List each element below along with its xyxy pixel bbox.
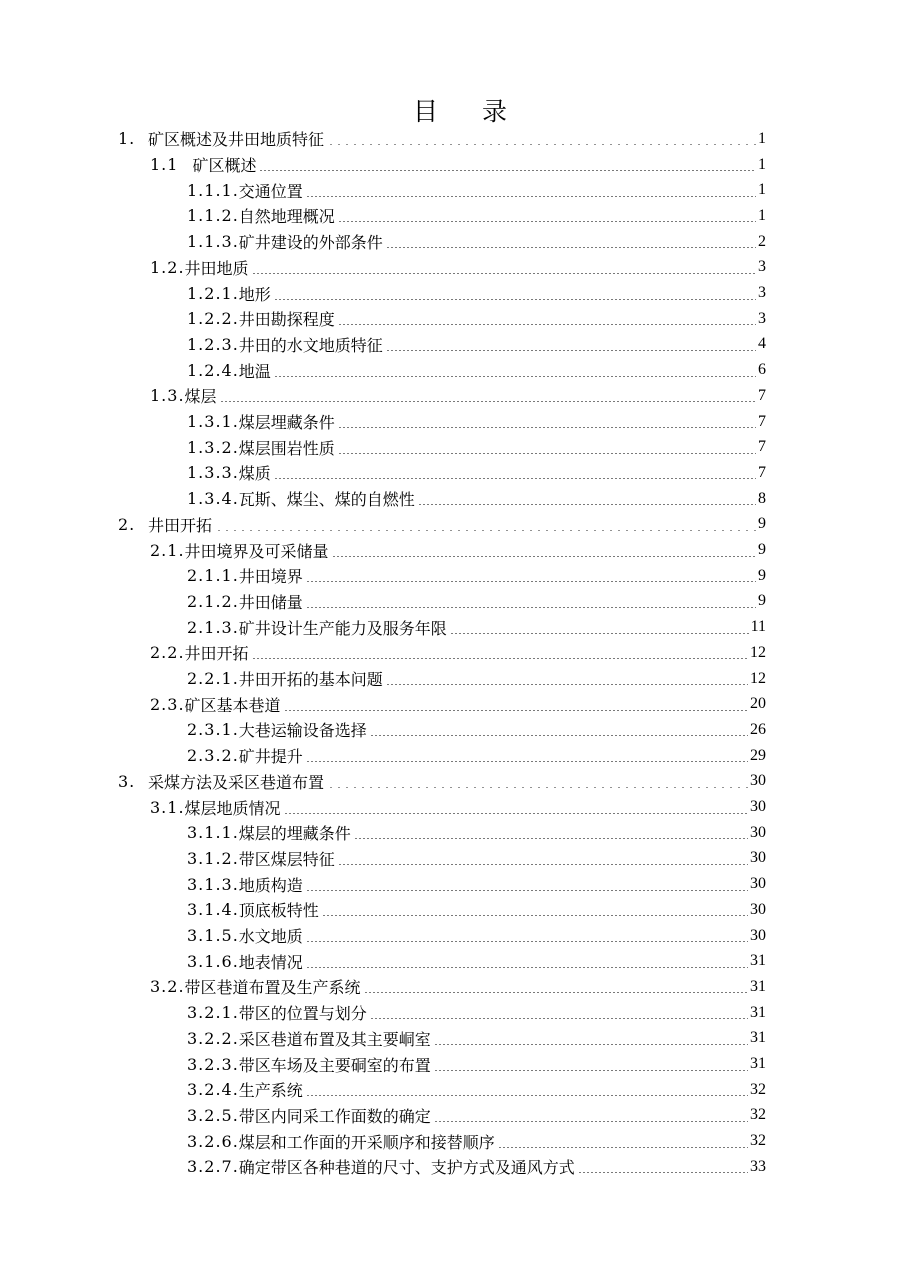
toc-entry-page: 26 (750, 720, 766, 738)
toc-entry-number: 1.3.2. (187, 437, 239, 457)
toc-entry-page: 30 (750, 823, 766, 841)
dot-leader (386, 350, 756, 351)
dot-leader (338, 427, 756, 428)
toc-entry[interactable] (187, 280, 766, 306)
toc-entry-number: 2.2.1. (187, 669, 239, 689)
toc-entry[interactable] (187, 1000, 766, 1026)
toc-entry-title: 煤层围岩性质 (238, 438, 335, 458)
toc-entry-title: 矿区基本巷道 (184, 695, 281, 715)
toc-entry-page: 9 (758, 541, 766, 559)
toc-entry-title: 带区的位置与划分 (238, 1004, 367, 1024)
toc-entry-number: 3.2. (150, 977, 185, 997)
toc-entry-title: 矿井建设的外部条件 (238, 233, 383, 253)
toc-entry-page: 30 (750, 849, 766, 867)
toc-entry-title: 地质构造 (238, 875, 303, 895)
toc-entry-number: 1.1.3. (187, 232, 239, 252)
toc-entry-number: 1.1.1. (187, 180, 239, 200)
dot-leader (322, 915, 748, 916)
dot-leader (418, 504, 756, 505)
dot-leader (306, 967, 748, 968)
toc-entry-title: 生产系统 (238, 1081, 303, 1101)
toc-entry-number: 1.1 (150, 155, 179, 175)
toc-entry-number: 1.1.2. (187, 206, 239, 226)
toc-entry[interactable] (187, 357, 766, 383)
toc-entry-page: 30 (750, 772, 766, 790)
toc-entry[interactable] (187, 948, 766, 974)
toc-entry-page: 32 (750, 1132, 766, 1150)
toc-entry-page: 8 (758, 489, 766, 507)
toc-entry-number: 1.2. (150, 257, 185, 277)
toc-entry-number: 1.2.1. (187, 283, 239, 303)
dot-leader (370, 1018, 748, 1019)
toc-entry-page: 20 (750, 695, 766, 713)
dot-leader (386, 684, 748, 685)
toc-entry-page: 11 (750, 618, 766, 636)
toc-entry[interactable] (187, 460, 766, 486)
toc-entry-title: 带区巷道布置及生产系统 (184, 978, 361, 998)
toc-entry-number: 2.1.2. (187, 591, 239, 611)
dot-leader (284, 710, 748, 711)
dot-leader (578, 1172, 748, 1173)
toc-entry[interactable] (187, 743, 766, 769)
dot-leader (338, 324, 756, 325)
toc-entry-page: 12 (750, 669, 766, 687)
toc-entry[interactable] (187, 177, 766, 203)
dot-leader (386, 247, 756, 248)
toc-entry[interactable] (187, 332, 766, 358)
toc-entry-title: 大巷运输设备选择 (238, 721, 367, 741)
toc-entry-title: 矿区概述及井田地质特征 (148, 130, 325, 150)
toc-entry-number: 1.2.3. (187, 334, 239, 354)
toc-entry[interactable] (187, 486, 766, 512)
dot-leader (306, 581, 756, 582)
dot-leader (354, 838, 748, 839)
toc-entry-number: 3.1.2. (187, 848, 239, 868)
toc-entry-title: 瓦斯、煤尘、煤的自燃性 (238, 490, 415, 510)
dot-leader (215, 530, 756, 531)
toc-entry-page: 30 (750, 875, 766, 893)
toc-entry[interactable] (150, 691, 766, 717)
dot-leader (306, 941, 748, 942)
toc-entry-title: 煤层和工作面的开采顺序和接替顺序 (238, 1132, 495, 1152)
toc-entry-title: 井田勘探程度 (238, 310, 335, 330)
toc-entry[interactable] (187, 666, 766, 692)
toc-entry-page: 1 (758, 181, 766, 199)
toc-entry-number: 3.2.7. (187, 1157, 239, 1177)
toc-entry-number: 3.1.5. (187, 926, 239, 946)
toc-entry[interactable] (118, 126, 766, 152)
toc-entry-title: 矿区概述 (192, 156, 257, 176)
toc-entry-page: 31 (750, 1003, 766, 1021)
toc-entry-number: 3.2.5. (187, 1105, 239, 1125)
toc-entry-page: 12 (750, 643, 766, 661)
toc-entry-number: 1. (118, 129, 136, 149)
toc-entry-number: 1.2.4. (187, 360, 239, 380)
toc-entry-number: 2.3. (150, 694, 185, 714)
toc-entry[interactable] (118, 512, 766, 538)
toc-entry-title: 确定带区各种巷道的尺寸、支护方式及通风方式 (238, 1158, 575, 1178)
toc-entry-page: 4 (758, 335, 766, 353)
toc-entry-number: 1.2.2. (187, 309, 239, 329)
toc-entry-title: 自然地理概况 (238, 207, 335, 227)
toc-entry-page: 3 (758, 258, 766, 276)
toc-entry[interactable] (150, 640, 766, 666)
toc-entry-page: 29 (750, 746, 766, 764)
toc-entry-page: 9 (758, 566, 766, 584)
dot-leader (370, 735, 748, 736)
toc-entry-number: 3. (118, 771, 136, 791)
toc-entry-title: 水文地质 (238, 927, 303, 947)
toc-entry-page: 9 (758, 515, 766, 533)
dot-leader (274, 478, 756, 479)
dot-leader (338, 864, 748, 865)
toc-entry-title: 井田开拓 (184, 644, 249, 664)
toc-entry-title: 交通位置 (238, 181, 303, 201)
toc-entry-title: 井田境界及可采储量 (184, 541, 329, 561)
toc-entry-page: 7 (758, 386, 766, 404)
toc-entry-page: 31 (750, 977, 766, 995)
toc-entry-number: 1.3. (150, 386, 185, 406)
dot-leader (220, 401, 756, 402)
toc-entry[interactable] (187, 203, 766, 229)
toc-entry[interactable] (187, 897, 766, 923)
dot-leader (252, 273, 756, 274)
dot-leader (284, 813, 748, 814)
toc-entry[interactable] (187, 306, 766, 332)
toc-entry-page: 31 (750, 1029, 766, 1047)
toc-entry[interactable] (187, 1154, 766, 1180)
toc-entry-title: 井田的水文地质特征 (238, 335, 383, 355)
toc-entry-page: 1 (758, 155, 766, 173)
toc-entry-title: 地形 (238, 284, 271, 304)
toc-entry-page: 31 (750, 1055, 766, 1073)
dot-leader (274, 376, 756, 377)
toc-entry[interactable] (187, 1026, 766, 1052)
toc-entry-title: 采区巷道布置及其主要峒室 (238, 1029, 431, 1049)
toc-entry[interactable] (150, 383, 766, 409)
toc-entry-title: 地表情况 (238, 952, 303, 972)
dot-leader (332, 556, 756, 557)
toc-entry-page: 7 (758, 463, 766, 481)
toc-entry-number: 2.2. (150, 643, 185, 663)
toc-entry-page: 6 (758, 361, 766, 379)
toc-entry-page: 3 (758, 284, 766, 302)
toc-entry-title: 带区内同采工作面数的确定 (238, 1106, 431, 1126)
toc-entry-title: 井田开拓的基本问题 (238, 670, 383, 690)
toc-entry-number: 2.3.1. (187, 720, 239, 740)
dot-leader (434, 1070, 748, 1071)
dot-leader (434, 1121, 748, 1122)
toc-entry-page: 1 (758, 206, 766, 224)
dot-leader (259, 170, 756, 171)
toc-entry-page: 31 (750, 952, 766, 970)
dot-leader (252, 658, 748, 659)
toc-entry[interactable] (187, 1051, 766, 1077)
toc-entry-number: 1.3.1. (187, 412, 239, 432)
toc-entry-title: 煤层 (184, 387, 217, 407)
toc-entry[interactable] (187, 563, 766, 589)
toc-entry[interactable] (187, 1128, 766, 1154)
toc-entry-page: 30 (750, 926, 766, 944)
dot-leader (450, 633, 749, 634)
toc-entry-page: 7 (758, 412, 766, 430)
toc-entry-page: 9 (758, 592, 766, 610)
toc-entry[interactable] (150, 794, 766, 820)
dot-leader (306, 761, 748, 762)
page-title: 目录 (412, 97, 551, 126)
toc-entry[interactable] (150, 152, 766, 178)
toc-entry-title: 煤层地质情况 (184, 798, 281, 818)
toc-entry-page: 2 (758, 232, 766, 250)
toc-entry[interactable] (118, 769, 766, 795)
toc-entry[interactable] (150, 974, 766, 1000)
toc-entry-page: 32 (750, 1080, 766, 1098)
toc-entry-title: 井田境界 (238, 567, 303, 587)
dot-leader (306, 607, 756, 608)
toc-entry-number: 3.1. (150, 797, 185, 817)
dot-leader (306, 890, 748, 891)
toc-entry[interactable] (187, 1077, 766, 1103)
toc-entry-number: 2.3.2. (187, 746, 239, 766)
toc-entry-page: 3 (758, 309, 766, 327)
toc-entry-page: 33 (750, 1157, 766, 1175)
toc-entry[interactable] (187, 614, 766, 640)
dot-leader (434, 1044, 748, 1045)
toc-entry-title: 煤质 (238, 464, 271, 484)
dot-leader (327, 787, 748, 788)
toc-entry-page: 32 (750, 1106, 766, 1124)
toc-entry[interactable] (187, 923, 766, 949)
toc-entry-title: 顶底板特性 (238, 901, 319, 921)
toc-entry-number: 1.3.3. (187, 463, 239, 483)
toc-entry-number: 3.2.1. (187, 1003, 239, 1023)
toc-entry-number: 3.1.6. (187, 951, 239, 971)
toc-entry-page: 1 (758, 129, 766, 147)
toc-entry-number: 2. (118, 514, 136, 534)
dot-leader (274, 299, 756, 300)
toc-entry[interactable] (187, 589, 766, 615)
toc-entry-page: 30 (750, 798, 766, 816)
dot-leader (498, 1147, 748, 1148)
toc-entry-title: 煤层埋藏条件 (238, 413, 335, 433)
toc-entry[interactable] (187, 846, 766, 872)
toc-entry-number: 3.1.3. (187, 874, 239, 894)
toc-entry-title: 煤层的埋藏条件 (238, 824, 351, 844)
toc-entry-page: 7 (758, 438, 766, 456)
dot-leader (306, 196, 756, 197)
dot-leader (338, 221, 756, 222)
toc-entry-title: 采煤方法及采区巷道布置 (148, 772, 325, 792)
toc-entry-number: 3.1.1. (187, 823, 239, 843)
toc-entry[interactable] (187, 820, 766, 846)
toc-entry-title: 矿井提升 (238, 747, 303, 767)
toc-entry-number: 2.1. (150, 540, 185, 560)
toc-entry-number: 3.2.2. (187, 1028, 239, 1048)
toc-entry-title: 带区车场及主要硐室的布置 (238, 1055, 431, 1075)
toc-entry[interactable] (187, 229, 766, 255)
toc-entry-title: 带区煤层特征 (238, 849, 335, 869)
toc-entry-title: 地温 (238, 361, 271, 381)
toc-entry-number: 2.1.1. (187, 566, 239, 586)
toc-entry[interactable] (187, 1103, 766, 1129)
dot-leader (364, 992, 748, 993)
toc-entry-page: 30 (750, 900, 766, 918)
dot-leader (338, 453, 756, 454)
toc-entry-title: 井田储量 (238, 592, 303, 612)
toc-entry-title: 矿井设计生产能力及服务年限 (238, 618, 447, 638)
toc-entry-number: 3.2.6. (187, 1131, 239, 1151)
toc-entry-title: 井田地质 (184, 258, 249, 278)
toc-entry[interactable] (187, 409, 766, 435)
toc-entry-number: 3.2.3. (187, 1054, 239, 1074)
dot-leader (327, 144, 756, 145)
toc-entry[interactable] (150, 537, 766, 563)
dot-leader (306, 1095, 748, 1096)
toc-entry[interactable] (187, 717, 766, 743)
toc-entry-number: 2.1.3. (187, 617, 239, 637)
toc-entry-number: 3.1.4. (187, 900, 239, 920)
toc-entry-number: 1.3.4. (187, 489, 239, 509)
toc-entry[interactable] (187, 871, 766, 897)
toc-entry[interactable] (187, 434, 766, 460)
toc-entry-number: 3.2.4. (187, 1080, 239, 1100)
toc-entry[interactable] (150, 255, 766, 281)
toc-entry-title: 井田开拓 (148, 515, 213, 535)
